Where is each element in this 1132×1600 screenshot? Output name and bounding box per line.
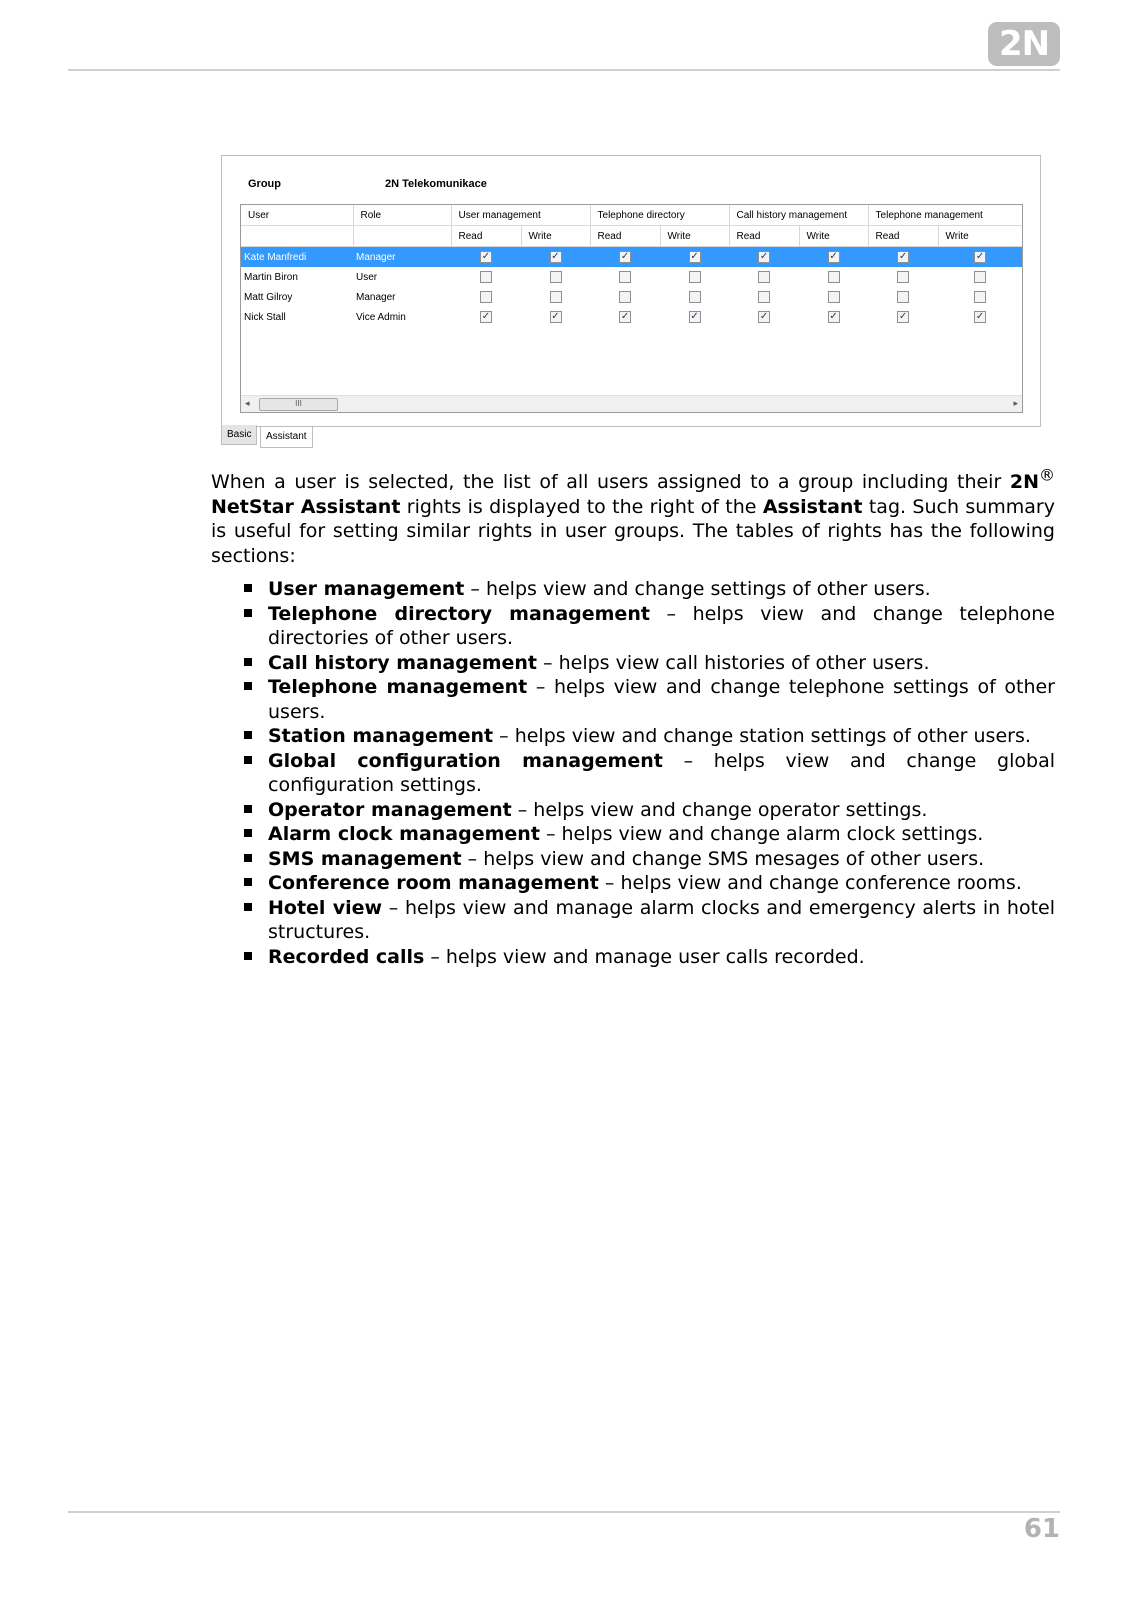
checkbox-checked[interactable]: ✓ — [690, 311, 699, 322]
cell-right — [868, 307, 938, 327]
section-title: Global configuration management — [268, 749, 663, 772]
group-label: Group — [248, 178, 281, 190]
header-row — [241, 205, 1022, 226]
cell-right — [729, 267, 799, 287]
subcolumn-write[interactable]: Write — [660, 226, 729, 247]
grid-body — [241, 247, 1022, 388]
table-row[interactable] — [241, 247, 1022, 268]
checkbox-unchecked[interactable] — [619, 271, 631, 283]
cell-right — [938, 247, 1022, 268]
footer-divider — [68, 1511, 1060, 1513]
checkbox-unchecked[interactable] — [480, 291, 492, 303]
cell-right — [868, 287, 938, 307]
empty-row — [241, 367, 1022, 387]
horizontal-scrollbar[interactable] — [241, 395, 1022, 412]
intro-text: tag. Such summary is useful for setting similar rights in user groups. The tables of rights has the following sections: — [211, 495, 1055, 567]
scroll-right-icon[interactable]: ▸ — [1013, 398, 1018, 408]
cell-right — [799, 307, 868, 327]
cell-right — [521, 307, 590, 327]
cell-right — [590, 287, 660, 307]
cell-right — [451, 247, 521, 268]
square-bullet-icon — [244, 682, 252, 690]
rights-grid — [240, 204, 1023, 413]
square-bullet-icon — [244, 952, 252, 960]
square-bullet-icon — [244, 878, 252, 886]
group-value: 2N Telekomunikace — [385, 178, 487, 190]
checkbox-unchecked[interactable] — [974, 271, 986, 283]
checkbox-checked[interactable]: ✓ — [829, 311, 838, 322]
checkbox-checked[interactable]: ✓ — [481, 311, 491, 322]
section-description: – helps view and change alarm clock settings. — [539, 823, 984, 845]
cell-role: Manager — [356, 291, 396, 303]
checkbox-unchecked[interactable] — [974, 291, 986, 303]
cell-right — [590, 267, 660, 287]
list-item — [241, 871, 1055, 896]
subcolumn-write[interactable]: Write — [938, 226, 1022, 247]
column-user[interactable]: User — [241, 205, 353, 226]
empty-cell — [241, 347, 1022, 367]
section-description: – helps view and change conference rooms. — [598, 872, 1022, 894]
square-bullet-icon — [244, 903, 252, 911]
cell-right — [868, 267, 938, 287]
square-bullet-icon — [244, 805, 252, 813]
square-bullet-icon — [244, 658, 252, 666]
cell-role: Manager — [353, 247, 451, 268]
subcolumn-write[interactable]: Write — [521, 226, 590, 247]
subheader-empty — [241, 226, 353, 247]
tab-basic[interactable]: Basic — [221, 425, 257, 445]
cell-right — [660, 287, 729, 307]
section-description: – helps view and change telephone settings of other users. — [268, 676, 1055, 723]
cell-right — [938, 267, 1022, 287]
cell-user: Martin Biron — [244, 271, 298, 283]
section-title: Recorded calls — [268, 945, 425, 968]
cell-right — [799, 247, 868, 268]
subcolumn-read[interactable]: Read — [729, 226, 799, 247]
cell-right — [451, 307, 521, 327]
cell-right — [799, 267, 868, 287]
page-number: 61 — [1023, 1514, 1060, 1544]
brand-logo: 2N — [988, 22, 1060, 66]
list-item — [241, 798, 1055, 823]
list-item — [241, 675, 1055, 724]
checkbox-checked[interactable]: ✓ — [759, 311, 769, 322]
registered-mark: ® — [1039, 465, 1055, 485]
cell-right — [660, 247, 729, 268]
section-title: Alarm clock management — [268, 823, 540, 845]
cell-right — [521, 247, 590, 268]
scroll-left-icon[interactable]: ◂ — [245, 398, 250, 408]
checkbox-checked[interactable]: ✓ — [829, 251, 838, 262]
list-item — [241, 602, 1055, 651]
section-title: Operator management — [268, 798, 512, 821]
section-description: – helps view and manage alarm clocks and emergency alerts in hotel structures. — [268, 896, 1055, 943]
column-telephone-directory[interactable]: Telephone directory — [590, 205, 729, 226]
cell-right — [938, 287, 1022, 307]
cell-right — [590, 247, 660, 268]
table-row[interactable] — [241, 267, 1022, 287]
section-description: – helps view and manage user calls recorded. — [424, 945, 865, 968]
checkbox-unchecked[interactable] — [897, 291, 909, 303]
cell-right — [660, 267, 729, 287]
section-title: Call history management — [268, 651, 538, 674]
empty-cell — [241, 327, 1022, 347]
cell-right — [938, 307, 1022, 327]
intro-paragraph — [211, 465, 1055, 568]
intro-text: rights is displayed to the right of the — [400, 495, 763, 518]
brand-name: 2N — [1009, 471, 1039, 493]
list-item — [241, 651, 1055, 676]
empty-row — [241, 327, 1022, 347]
cell-right — [799, 287, 868, 307]
checkbox-unchecked[interactable] — [828, 291, 840, 303]
section-title: Telephone management — [268, 676, 528, 698]
square-bullet-icon — [244, 829, 252, 837]
cell-user: Kate Manfredi — [241, 247, 353, 268]
checkbox-unchecked[interactable] — [480, 271, 492, 283]
checkbox-unchecked[interactable] — [897, 271, 909, 283]
checkbox-unchecked[interactable] — [689, 271, 701, 283]
checkbox-unchecked[interactable] — [758, 271, 770, 283]
checkbox-unchecked[interactable] — [758, 291, 770, 303]
section-description: – helps view and change telephone directories of other users. — [268, 602, 1055, 649]
cell-right — [451, 267, 521, 287]
sections-list — [241, 577, 1055, 969]
column-user-management[interactable]: User management — [451, 205, 590, 226]
square-bullet-icon — [244, 756, 252, 764]
column-role[interactable]: Role — [353, 205, 451, 226]
cell-right — [451, 287, 521, 307]
checkbox-unchecked[interactable] — [828, 271, 840, 283]
checkbox-unchecked[interactable] — [619, 291, 631, 303]
checkbox-checked[interactable]: ✓ — [898, 251, 908, 262]
checkbox-checked[interactable]: ✓ — [551, 251, 560, 262]
list-item — [241, 945, 1055, 970]
section-title: Hotel view — [268, 896, 383, 919]
checkbox-checked[interactable]: ✓ — [690, 251, 699, 262]
header-divider — [68, 69, 1060, 71]
section-description: – helps view and change SMS mesages of other users. — [461, 847, 985, 870]
checkbox-unchecked[interactable] — [550, 271, 562, 283]
checkbox-checked[interactable]: ✓ — [759, 251, 769, 262]
list-item — [241, 724, 1055, 749]
section-title: Telephone directory management — [268, 602, 650, 625]
cell-right — [729, 307, 799, 327]
checkbox-checked[interactable]: ✓ — [620, 251, 630, 262]
square-bullet-icon — [244, 609, 252, 617]
section-title: Conference room management — [268, 872, 599, 894]
checkbox-checked[interactable]: ✓ — [898, 311, 908, 322]
square-bullet-icon — [244, 854, 252, 862]
subcolumn-read[interactable]: Read — [451, 226, 521, 247]
cell-right — [868, 247, 938, 268]
assistant-tag: Assistant — [762, 495, 863, 518]
subcolumn-read[interactable]: Read — [590, 226, 660, 247]
subheader-row — [241, 226, 1022, 247]
checkbox-unchecked[interactable] — [689, 291, 701, 303]
checkbox-checked[interactable]: ✓ — [975, 311, 985, 322]
table-row[interactable] — [241, 307, 1022, 327]
list-item — [241, 749, 1055, 798]
scroll-thumb[interactable]: III — [259, 398, 338, 411]
subcolumn-read[interactable]: Read — [868, 226, 938, 247]
cell-role: Vice Admin — [356, 311, 406, 323]
cell-right — [729, 287, 799, 307]
checkbox-checked[interactable]: ✓ — [620, 311, 630, 322]
list-item — [241, 896, 1055, 945]
assistant-rights-screenshot — [221, 155, 1041, 427]
empty-row — [241, 347, 1022, 367]
section-description: – helps view and change settings of other users. — [464, 578, 931, 600]
subcolumn-write[interactable]: Write — [799, 226, 868, 247]
empty-cell — [241, 367, 1022, 387]
checkbox-checked[interactable]: ✓ — [975, 251, 985, 262]
tab-assistant[interactable]: Assistant — [260, 427, 313, 448]
cell-right — [590, 307, 660, 327]
product-name: NetStar Assistant — [211, 495, 401, 518]
table-row[interactable] — [241, 287, 1022, 307]
list-item — [241, 822, 1055, 847]
cell-user: Matt Gilroy — [244, 291, 293, 303]
square-bullet-icon — [244, 584, 252, 592]
cell-right — [660, 307, 729, 327]
cell-role: User — [356, 271, 378, 283]
section-title: Station management — [268, 725, 494, 747]
square-bullet-icon — [244, 731, 252, 739]
checkbox-checked[interactable]: ✓ — [481, 251, 491, 262]
section-description: – helps view and change operator settings. — [511, 798, 928, 821]
cell-user: Nick Stall — [244, 311, 286, 323]
list-item — [241, 577, 1055, 602]
checkbox-unchecked[interactable] — [550, 291, 562, 303]
list-item — [241, 847, 1055, 872]
checkbox-checked[interactable]: ✓ — [551, 311, 560, 322]
subheader-empty — [353, 226, 451, 247]
section-title: User management — [268, 578, 465, 600]
section-title: SMS management — [268, 847, 462, 870]
section-description: – helps view and change global configuration settings. — [268, 749, 1055, 796]
section-description: – helps view and change station settings of other users. — [493, 725, 1031, 747]
cell-right — [521, 267, 590, 287]
intro-text: When a user is selected, the list of all users assigned to a group including their — [211, 471, 1010, 493]
column-telephone-management[interactable]: Telephone management — [868, 205, 1022, 226]
section-description: – helps view call histories of other users. — [537, 651, 930, 674]
cell-right — [729, 247, 799, 268]
cell-right — [521, 287, 590, 307]
column-call-history-management[interactable]: Call history management — [729, 205, 868, 226]
